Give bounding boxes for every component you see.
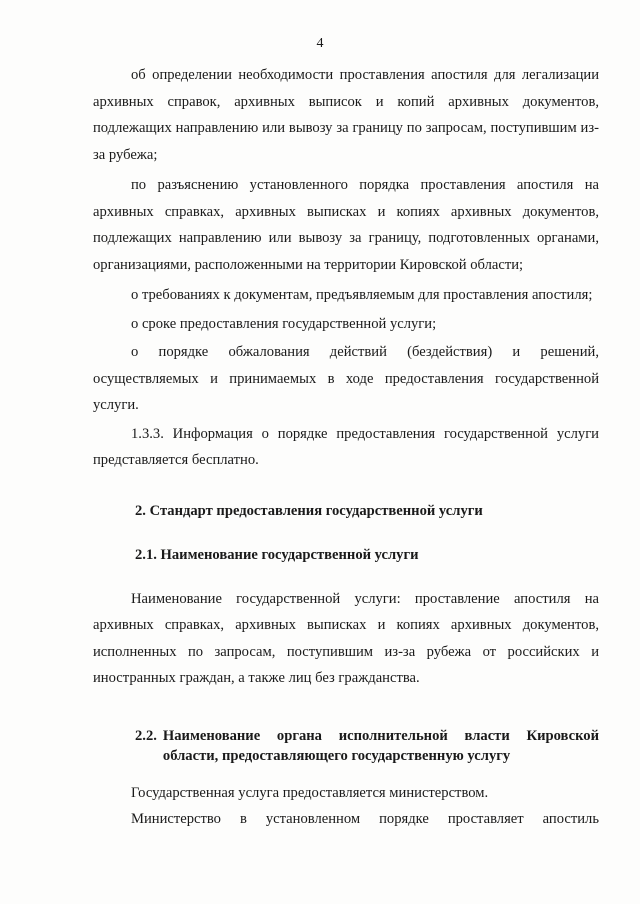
- paragraph-explanation: по разъяснению установленного порядка проставления апостиля на архивных справках, архивных выписках и копиях архивных документов, подлежащих направлению или вывозу за границу, подготовленных органами, организациями, расположенными на территории Кировской области;: [93, 177, 599, 273]
- subsection-number: 2.2.: [135, 727, 157, 744]
- paragraph-appeal: о порядке обжалования действий (бездействия) и решений, осуществляемых и принимаемых в ходе предоставления государственной услуги.: [93, 344, 599, 413]
- paragraph-ministry-provides: Государственная услуга предоставляется министерством.: [131, 784, 489, 801]
- subsection-heading-authority: [93, 726, 599, 766]
- subsection-title: Наименование органа исполнительной власти Кировской области, предоставляющего государственную услугу: [162, 727, 599, 764]
- paragraph-free-info: 1.3.3. Информация о порядке предоставления государственной услуги представляется бесплатно.: [93, 425, 599, 468]
- paragraph-requirements: о требованиях к документам, предъявляемым для проставления апостиля;: [131, 287, 593, 303]
- paragraph-term: о сроке предоставления государственной услуги;: [131, 315, 437, 332]
- section-heading-standard: 2. Стандарт предоставления государственной услуги: [135, 502, 483, 519]
- paragraph-service-name: Наименование государственной услуги: проставление апостиля на архивных справках, архивных выписках и копиях архивных документов, исполненных по запросам, поступившим из-за рубежа от российских и иностранных граждан, а также лиц без гражданства.: [93, 590, 599, 686]
- subsection-heading-service-name: 2.1. Наименование государственной услуги: [135, 546, 419, 563]
- document-body: [93, 62, 599, 833]
- page-number: 4: [316, 36, 324, 51]
- paragraph-necessity: об определении необходимости проставления апостиля для легализации архивных справок, архивных выписок и копий архивных документов, подлежащих направлению или вывозу за границу по запросам, поступившим из-за рубежа;: [93, 67, 599, 163]
- paragraph-ministry-apostille: Министерство в установленном порядке проставляет апостиль: [131, 811, 599, 827]
